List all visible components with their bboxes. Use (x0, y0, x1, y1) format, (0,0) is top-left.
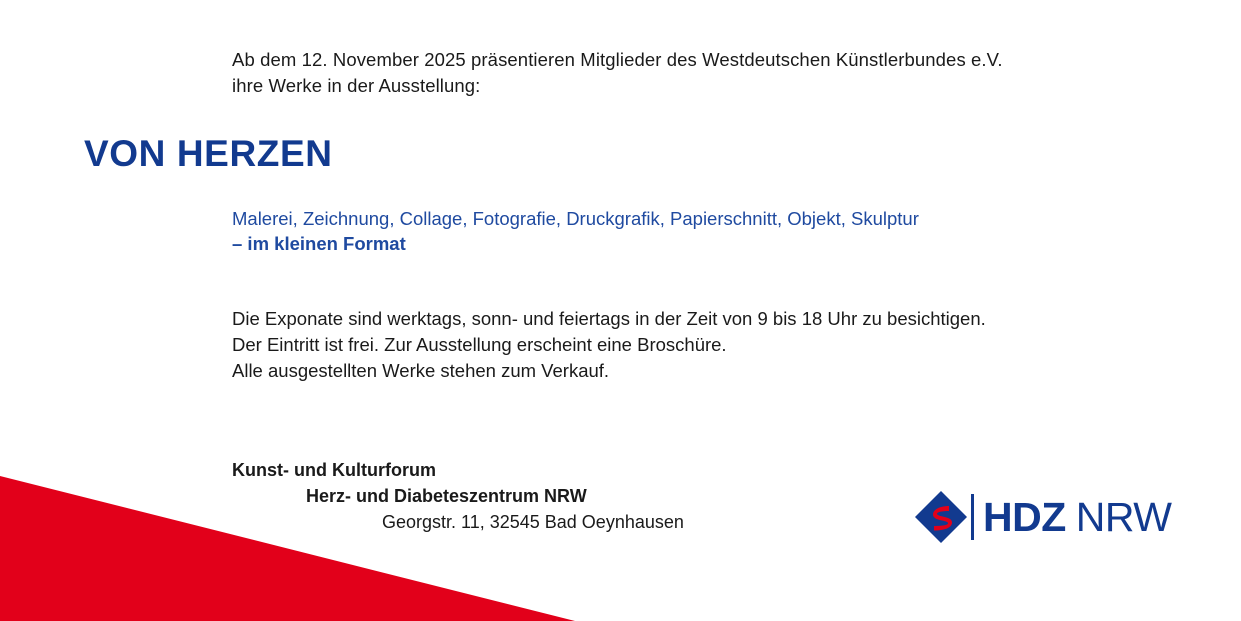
venue-address: Georgstr. 11, 32545 Bad Oeynhausen (382, 512, 684, 532)
logo-region: NRW (1075, 493, 1172, 540)
venue-block (232, 457, 684, 535)
intro-line-1: Ab dem 12. November 2025 präsentieren Mitglieder des Westdeutschen Künstlerbundes e.V. (232, 49, 1003, 70)
info-line-3: Alle ausgestellten Werke stehen zum Verkauf. (232, 360, 610, 381)
intro-line-2: ihre Werke in der Ausstellung: (232, 75, 481, 96)
genres-subline: – im kleinen Format (232, 233, 406, 254)
genres-block (232, 206, 919, 256)
logo-abbrev: HDZ (983, 493, 1066, 540)
info-line-1: Die Exponate sind werktags, sonn- und feiertags in der Zeit von 9 bis 18 Uhr zu besichtigen. (232, 308, 986, 329)
logo-wordmark (983, 493, 1172, 540)
intro-paragraph (232, 47, 1003, 99)
genres-line: Malerei, Zeichnung, Collage, Fotografie, Druckgrafik, Papierschnitt, Objekt, Skulptur (232, 208, 919, 229)
exhibition-title: VON HERZEN (84, 133, 333, 174)
info-line-2: Der Eintritt ist frei. Zur Ausstellung erscheint eine Broschüre. (232, 334, 727, 355)
hdz-heart-mark-icon (913, 489, 969, 545)
hdz-nrw-logo (913, 489, 1171, 545)
venue-institution: Herz- und Diabeteszentrum NRW (306, 486, 587, 506)
venue-name: Kunst- und Kulturforum (232, 460, 436, 480)
logo-divider (971, 494, 974, 540)
visiting-info-paragraph (232, 306, 986, 384)
